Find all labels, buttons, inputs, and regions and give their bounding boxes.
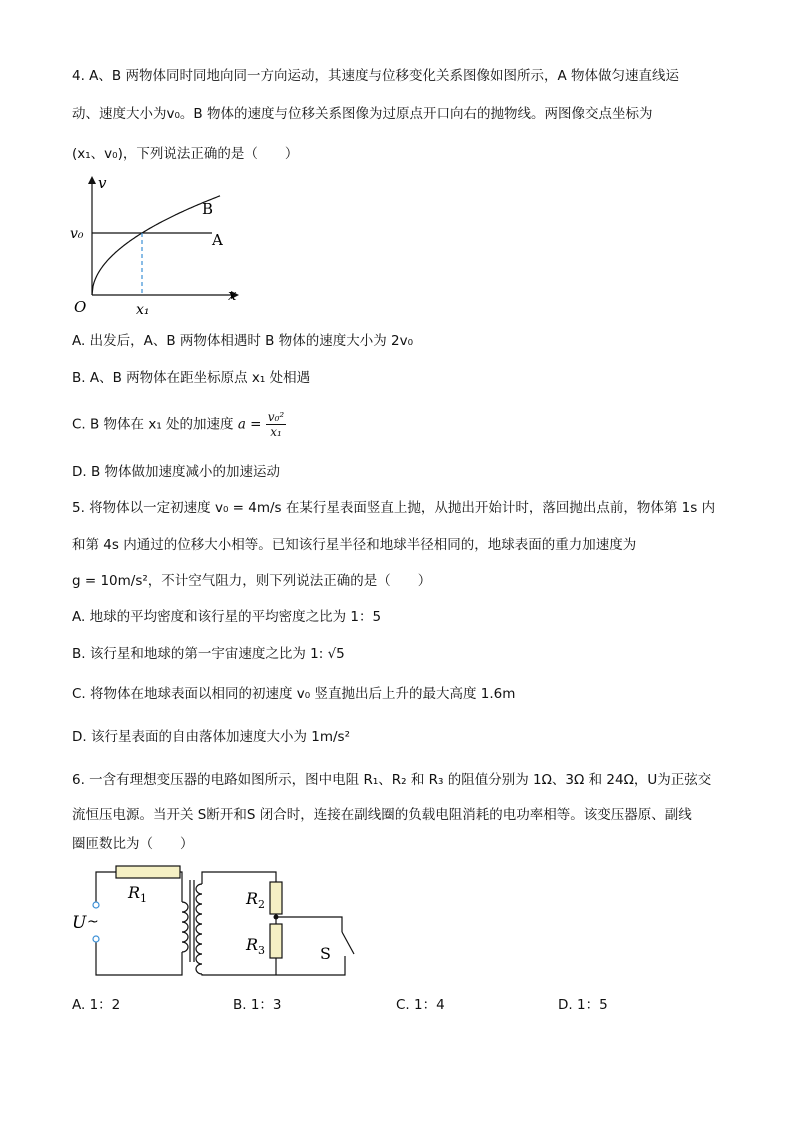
x-axis-label: x [228, 286, 237, 304]
q5-option-d: D. 该行星表面的自由落体加速度大小为 1m/s² [72, 729, 351, 745]
source-ac-symbol: ~ [87, 914, 99, 930]
q4-option-c-prefix: C. B 物体在 x₁ 处的加速度 [72, 416, 234, 433]
switch-blade [342, 932, 354, 954]
q4-option-c-fraction [266, 410, 286, 439]
q6-option-c: C. 1：4 [396, 997, 445, 1013]
fraction-numerator: v₀² [267, 410, 285, 424]
q6-option-d: D. 1：5 [558, 997, 608, 1013]
q5-stem-line1: 5. 将物体以一定初速度 v₀ = 4m/s 在某行星表面竖直上抛，从抛出开始计时，落回抛出点前，物体第 1s 内 [72, 500, 716, 516]
v0-label: v₀ [70, 226, 84, 242]
q4-option-b: B. A、B 两物体在距坐标原点 x₁ 处相遇 [72, 370, 311, 386]
q6-option-b: B. 1：3 [233, 997, 282, 1013]
q6-stem-line3: 圈匝数比为（ ） [72, 836, 194, 852]
q6-option-a: A. 1：2 [72, 997, 121, 1013]
q6-transformer-circuit [70, 862, 360, 982]
q4-option-c [72, 410, 286, 439]
q4-velocity-displacement-graph [66, 172, 246, 322]
r1-resistor [116, 866, 180, 878]
q6-stem-line2: 流恒压电源。当开关 S断开和S 闭合时，连接在副线圈的负载电阻消耗的电功率相等。该变压器原、副线 [72, 807, 692, 823]
r2-resistor [270, 882, 282, 914]
q4-option-a: A. 出发后，A、B 两物体相遇时 B 物体的速度大小为 2v₀ [72, 333, 413, 349]
r3-label: $R_3$ [246, 935, 266, 957]
x1-label: x₁ [136, 302, 150, 318]
q4-stem-line2: 动、速度大小为v₀。B 物体的速度与位移关系图像为过原点开口向右的抛物线。两图像交点坐标为 [72, 106, 653, 122]
switch-label: S [320, 944, 331, 963]
source-label: U [72, 913, 87, 933]
q4-option-c-lhs: a = [237, 416, 262, 433]
origin-label: O [74, 298, 87, 316]
fraction-denominator: x₁ [270, 425, 282, 439]
curve-b [92, 196, 220, 295]
r2-label: $R_2$ [246, 889, 266, 911]
node-junction [274, 915, 279, 920]
r3-resistor [270, 924, 282, 958]
q5-stem-line2: 和第 4s 内通过的位移大小相等。已知该行星半径和地球半径相同的，地球表面的重力加速度为 [72, 537, 637, 553]
q6-stem-line1: 6. 一含有理想变压器的电路如图所示，图中电阻 R₁、R₂ 和 R₃ 的阻值分别为 1Ω、3Ω 和 24Ω，U为正弦交 [72, 772, 712, 788]
curve-b-label: B [202, 200, 214, 218]
q4-option-d: D. B 物体做加速度减小的加速运动 [72, 464, 281, 480]
q5-stem-line3: g = 10m/s²，不计空气阻力，则下列说法正确的是（ ） [72, 573, 432, 589]
q5-option-b: B. 该行星和地球的第一宇宙速度之比为 1: √5 [72, 646, 345, 662]
y-axis-label: v [98, 174, 107, 192]
r1-label: $R_1$ [128, 883, 148, 905]
q5-option-a: A. 地球的平均密度和该行星的平均密度之比为 1：5 [72, 609, 382, 625]
q4-stem-line3: (x₁、v₀)，下列说法正确的是（ ） [72, 146, 299, 162]
q5-option-c: C. 将物体在地球表面以相同的初速度 v₀ 竖直抛出后上升的最大高度 1.6m [72, 686, 516, 702]
q4-stem-line1: 4. A、B 两物体同时同地向同一方向运动，其速度与位移变化关系图像如图所示，A 物体做匀速直线运 [72, 68, 679, 84]
line-a-label: A [212, 231, 223, 249]
